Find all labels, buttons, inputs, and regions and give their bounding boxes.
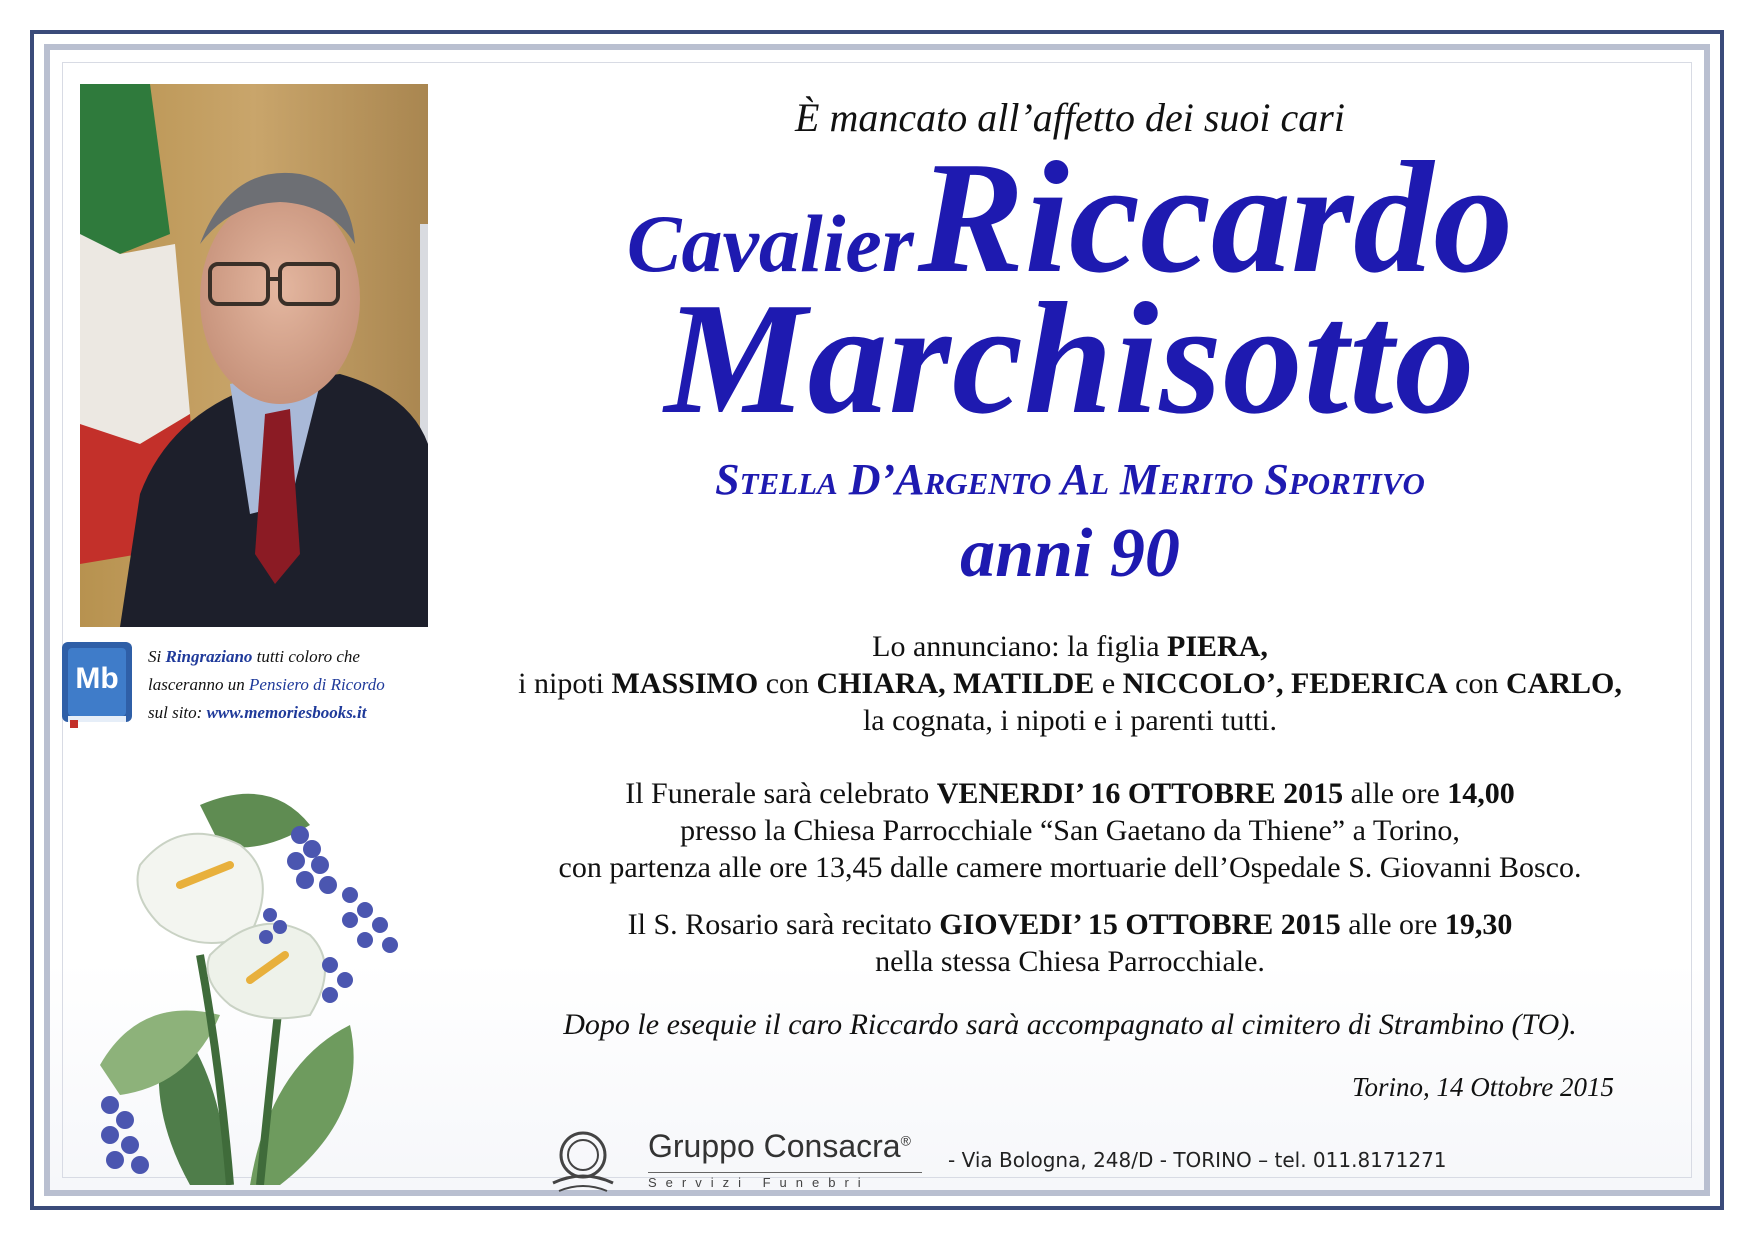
obituary-text: [440, 90, 1700, 1044]
memoriesbooks-logo-text: Mb: [75, 662, 119, 695]
age-line: anni 90: [960, 515, 1180, 592]
consacra-address: - Via Bologna, 248/D - TORINO – tel. 011.8171271: [948, 1148, 1447, 1172]
honor-line: Stella D’Argento Al Merito Sportivo: [715, 455, 1425, 504]
announcement-paragraph: Lo annunciano: la figlia PIERA, i nipoti MASSIMO con CHIARA, MATILDE e NICCOLO’, FEDERICA con CARLO, la cognata, i nipoti e i parenti tutti.: [518, 630, 1622, 737]
memoriesbooks-logo-icon: [60, 640, 134, 728]
honorific-title: Cavalier: [626, 198, 914, 289]
memoriesbooks-message: Si Ringraziano tutti coloro che lasceranno un Pensiero di Ricordo sul sito: www.memoriesbooks.it: [148, 647, 385, 722]
closing-line: Dopo le esequie il caro Riccardo sarà accompagnato al cimitero di Strambino (TO).: [563, 1008, 1577, 1041]
first-name: Riccardo: [917, 128, 1514, 306]
consacra-subtitle: Servizi Funebri: [648, 1172, 922, 1190]
last-name: Marchisotto: [664, 269, 1476, 447]
intro-line: È mancato all’affetto dei suoi cari: [795, 95, 1345, 140]
portrait-photo: [80, 84, 428, 627]
place-and-date: Torino, 14 Ottobre 2015: [1351, 1072, 1614, 1102]
rosary-paragraph: Il S. Rosario sarà recitato GIOVEDI’ 15 OTTOBRE 2015 alle ore 19,30 nella stessa Chiesa Parrocchiale.: [627, 908, 1513, 978]
consacra-brand: Gruppo Consacra®: [648, 1128, 911, 1164]
funeral-paragraph: Il Funerale sarà celebrato VENERDI’ 16 OTTOBRE 2015 alle ore 14,00 presso la Chiesa Parrocchiale “San Gaetano da Thiene” a Torino, con partenza alle ore 13,45 dalle camere mortuarie dell’Ospedale S. Giovanni Bosco.: [558, 777, 1582, 884]
calla-lily-illustration: [80, 765, 440, 1185]
consacra-emblem-icon: [545, 1125, 621, 1197]
memoriesbooks-link[interactable]: www.memoriesbooks.it: [206, 703, 367, 722]
